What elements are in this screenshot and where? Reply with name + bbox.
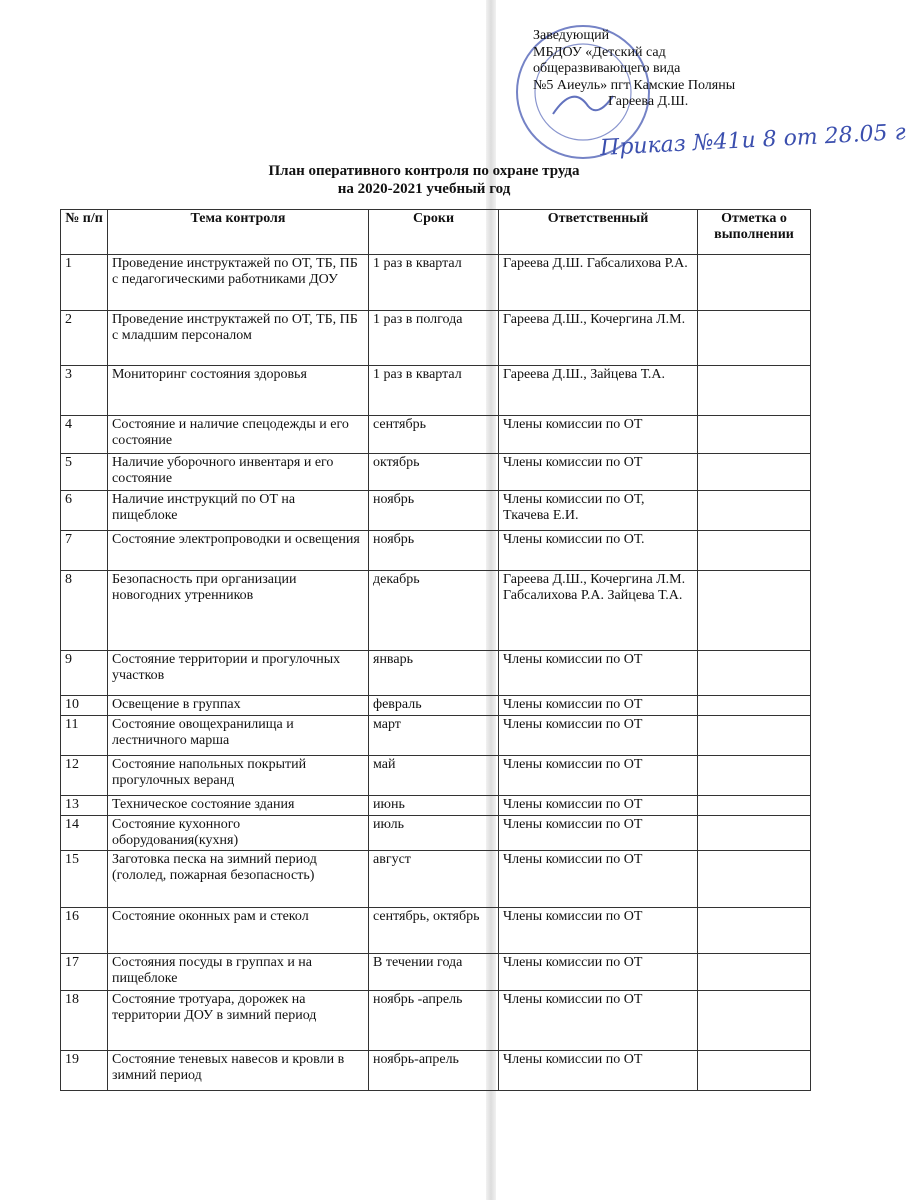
row-responsible: Члены комиссии по ОТ <box>499 851 698 908</box>
row-topic: Наличие уборочного инвентаря и его состояние <box>108 454 369 491</box>
row-number: 2 <box>61 311 108 366</box>
row-topic: Состояние овощехранилища и лестничного марша <box>108 716 369 756</box>
row-responsible: Члены комиссии по ОТ <box>499 1051 698 1091</box>
row-responsible: Члены комиссии по ОТ <box>499 954 698 991</box>
row-mark <box>698 531 811 571</box>
row-mark <box>698 571 811 651</box>
row-mark <box>698 1051 811 1091</box>
row-responsible: Гареева Д.Ш., Зайцева Т.А. <box>499 366 698 416</box>
document-title: План оперативного контроля по охране труда <box>268 163 580 179</box>
row-mark <box>698 311 811 366</box>
row-responsible: Члены комиссии по ОТ <box>499 716 698 756</box>
row-topic: Состояние напольных покрытий прогулочных веранд <box>108 756 369 796</box>
table-row <box>61 491 811 531</box>
row-term: декабрь <box>369 571 499 651</box>
header-mark: Отметка о выполнении <box>698 210 811 255</box>
row-responsible: Члены комиссии по ОТ <box>499 816 698 851</box>
row-number: 13 <box>61 796 108 816</box>
row-term: сентябрь, октябрь <box>369 908 499 954</box>
row-term: 1 раз в полгода <box>369 311 499 366</box>
row-term: июль <box>369 816 499 851</box>
row-term: сентябрь <box>369 416 499 454</box>
table-row <box>61 1051 811 1091</box>
row-responsible: Члены комиссии по ОТ <box>499 756 698 796</box>
row-term: ноябрь <box>369 491 499 531</box>
row-topic: Освещение в группах <box>108 696 369 716</box>
row-responsible: Члены комиссии по ОТ <box>499 696 698 716</box>
row-responsible: Члены комиссии по ОТ <box>499 908 698 954</box>
row-topic: Состояние теневых навесов и кровли в зимний период <box>108 1051 369 1091</box>
table-row <box>61 954 811 991</box>
approval-line: общеразвивающего вида <box>533 61 681 76</box>
row-topic: Мониторинг состояния здоровья <box>108 366 369 416</box>
row-topic: Состояние электропроводки и освещения <box>108 531 369 571</box>
row-mark <box>698 696 811 716</box>
row-number: 15 <box>61 851 108 908</box>
header-responsible: Ответственный <box>499 210 698 255</box>
row-topic: Техническое состояние здания <box>108 796 369 816</box>
row-responsible: Члены комиссии по ОТ <box>499 454 698 491</box>
table-row <box>61 851 811 908</box>
row-topic: Состояние кухонного оборудования(кухня) <box>108 816 369 851</box>
row-responsible: Члены комиссии по ОТ <box>499 651 698 696</box>
row-mark <box>698 816 811 851</box>
row-number: 7 <box>61 531 108 571</box>
row-mark <box>698 716 811 756</box>
table-row <box>61 696 811 716</box>
row-number: 8 <box>61 571 108 651</box>
table-row <box>61 816 811 851</box>
row-mark <box>698 991 811 1051</box>
row-mark <box>698 255 811 311</box>
row-term: В течении года <box>369 954 499 991</box>
row-number: 19 <box>61 1051 108 1091</box>
document-subtitle: на 2020-2021 учебный год <box>337 181 511 197</box>
row-number: 14 <box>61 816 108 851</box>
row-topic: Состояние оконных рам и стекол <box>108 908 369 954</box>
row-mark <box>698 491 811 531</box>
approval-signer: Гареева Д.Ш. <box>608 94 689 109</box>
row-responsible: Гареева Д.Ш., Кочергина Л.М. <box>499 311 698 366</box>
table-row <box>61 531 811 571</box>
row-number: 18 <box>61 991 108 1051</box>
table-header-row <box>61 210 811 255</box>
row-term: октябрь <box>369 454 499 491</box>
row-topic: Наличие инструкций по ОТ на пищеблоке <box>108 491 369 531</box>
table-row <box>61 716 811 756</box>
row-term: ноябрь -апрель <box>369 991 499 1051</box>
approval-line: МБДОУ «Детский сад <box>533 44 666 60</box>
row-term: март <box>369 716 499 756</box>
row-number: 3 <box>61 366 108 416</box>
table-row <box>61 311 811 366</box>
header-topic: Тема контроля <box>108 210 369 255</box>
table-row <box>61 991 811 1051</box>
row-mark <box>698 366 811 416</box>
row-number: 9 <box>61 651 108 696</box>
row-mark <box>698 454 811 491</box>
table-row <box>61 796 811 816</box>
row-mark <box>698 416 811 454</box>
row-topic: Безопасность при организации новогодних утренников <box>108 571 369 651</box>
row-term: 1 раз в квартал <box>369 366 499 416</box>
control-plan-table <box>60 209 811 1091</box>
row-mark <box>698 796 811 816</box>
handwritten-order-note: Приказ №41и 8 от 28.05 г <box>599 120 906 161</box>
row-responsible: Гареева Д.Ш. Габсалихова Р.А. <box>499 255 698 311</box>
table-row <box>61 454 811 491</box>
table-row <box>61 651 811 696</box>
table-row <box>61 571 811 651</box>
row-number: 10 <box>61 696 108 716</box>
row-number: 1 <box>61 255 108 311</box>
row-responsible: Члены комиссии по ОТ <box>499 796 698 816</box>
row-topic: Проведение инструктажей по ОТ, ТБ, ПБ с педагогическими работниками ДОУ <box>108 255 369 311</box>
row-number: 17 <box>61 954 108 991</box>
row-number: 11 <box>61 716 108 756</box>
row-number: 16 <box>61 908 108 954</box>
row-responsible: Члены комиссии по ОТ <box>499 991 698 1051</box>
row-responsible: Члены комиссии по ОТ <box>499 416 698 454</box>
row-topic: Состояния посуды в группах и на пищеблоке <box>108 954 369 991</box>
row-responsible: Члены комиссии по ОТ, Ткачева Е.И. <box>499 491 698 531</box>
row-number: 6 <box>61 491 108 531</box>
row-mark <box>698 908 811 954</box>
row-topic: Состояние территории и прогулочных участков <box>108 651 369 696</box>
row-term: ноябрь-апрель <box>369 1051 499 1091</box>
approval-line: Заведующий <box>533 28 610 43</box>
row-responsible: Гареева Д.Ш., Кочергина Л.М. Габсалихова Р.А. Зайцева Т.А. <box>499 571 698 651</box>
table-row <box>61 255 811 311</box>
row-term: май <box>369 756 499 796</box>
row-topic: Состояние и наличие спецодежды и его состояние <box>108 416 369 454</box>
row-number: 12 <box>61 756 108 796</box>
header-number: № п/п <box>61 210 108 255</box>
row-number: 5 <box>61 454 108 491</box>
row-mark <box>698 651 811 696</box>
row-term: ноябрь <box>369 531 499 571</box>
row-term: январь <box>369 651 499 696</box>
row-topic: Проведение инструктажей по ОТ, ТБ, ПБ с младшим персоналом <box>108 311 369 366</box>
row-responsible: Члены комиссии по ОТ. <box>499 531 698 571</box>
row-mark <box>698 851 811 908</box>
table-row <box>61 416 811 454</box>
row-term: июнь <box>369 796 499 816</box>
row-term: февраль <box>369 696 499 716</box>
table-row <box>61 756 811 796</box>
header-term: Сроки <box>369 210 499 255</box>
approval-line: №5 Аиеуль» пгт Камские Поляны <box>533 77 736 93</box>
row-number: 4 <box>61 416 108 454</box>
approval-block <box>533 28 735 111</box>
table-row <box>61 366 811 416</box>
row-term: август <box>369 851 499 908</box>
row-term: 1 раз в квартал <box>369 255 499 311</box>
row-mark <box>698 954 811 991</box>
row-topic: Состояние тротуара, дорожек на территории ДОУ в зимний период <box>108 991 369 1051</box>
row-topic: Заготовка песка на зимний период (гололед, пожарная безопасность) <box>108 851 369 908</box>
table-row <box>61 908 811 954</box>
row-mark <box>698 756 811 796</box>
